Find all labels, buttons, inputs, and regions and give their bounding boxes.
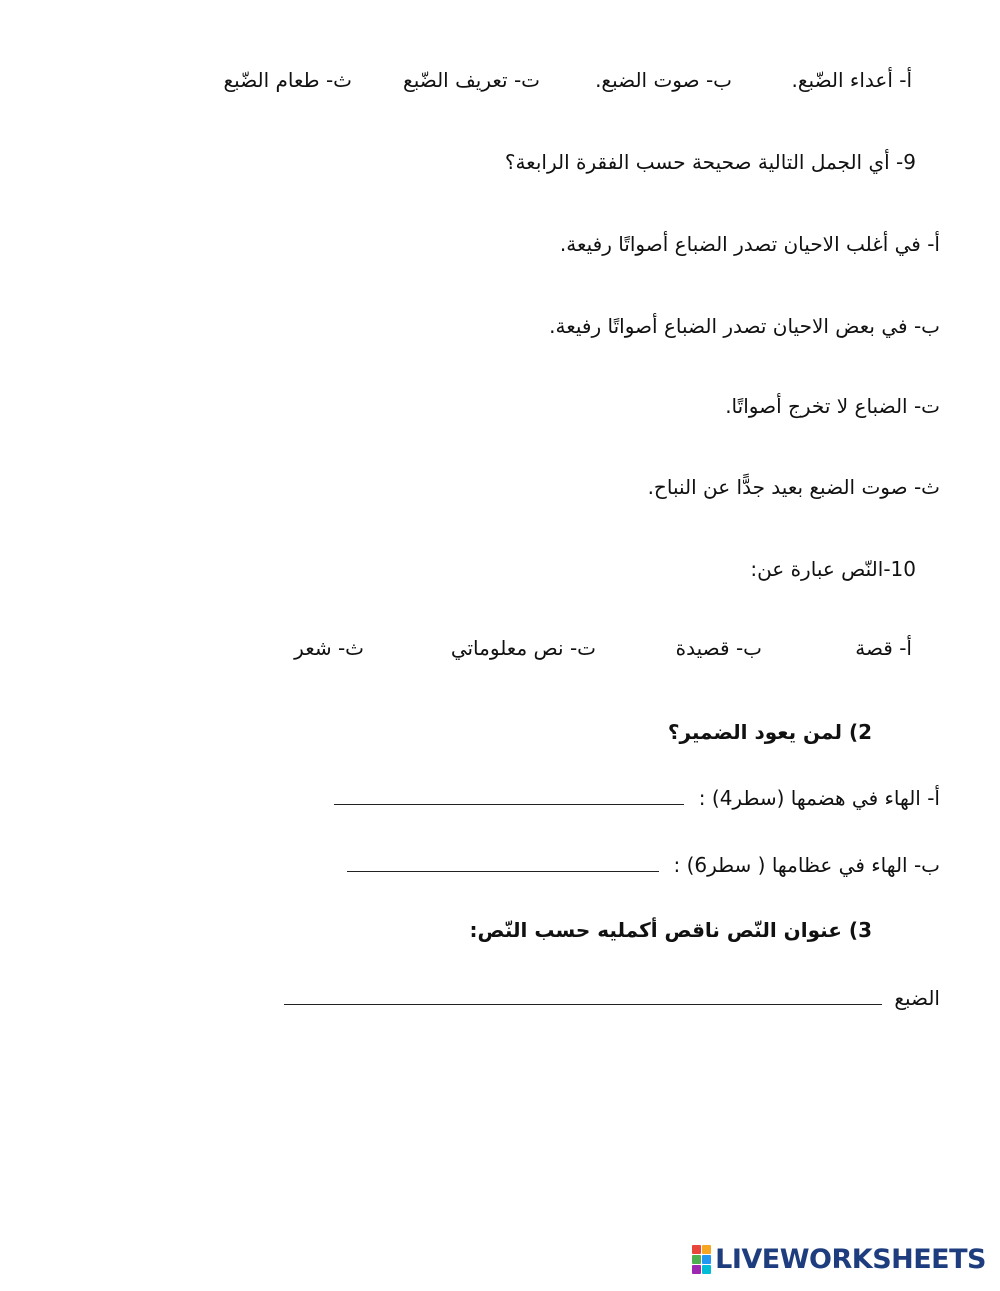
q10-option-c: ت- نص معلوماتي [450,636,596,660]
logo-block [702,1245,711,1254]
section2-item-a-label: أ- الهاء في هضمها (سطر4) : [698,786,940,810]
section2-title: 2) لمن يعود الضمير؟ [667,720,872,744]
section2-answer-a-field[interactable] [334,786,684,805]
q9-option-a: أ- في أغلب الاحيان تصدر الضباع أصواتًا رفيعة. [559,232,940,256]
section2-item-b-label: ب- الهاء في عظامها ( سطر6) : [673,853,940,877]
logo-blocks-icon [692,1245,711,1274]
logo-block [702,1265,711,1274]
section3-title-answer-field[interactable] [284,986,882,1005]
q10-option-d: ث- شعر [294,636,364,660]
logo-block [692,1245,701,1254]
q10-option-b: ب- قصيدة [675,636,762,660]
section3-title: 3) عنوان النّص ناقص أكمليه حسب النّص: [469,918,872,942]
q9-option-d: ث- صوت الضبع بعيد جدًّا عن النباح. [647,475,940,499]
brand-name: LIVEWORKSHEETS [715,1243,986,1275]
section2-answer-b-field[interactable] [347,853,659,872]
q9-option-b: ب- في بعض الاحيان تصدر الضباع أصواتًا رفيعة. [549,314,940,338]
q8-option-a: أ- أعداء الضّبع. [791,68,912,92]
q9-option-c: ت- الضباع لا تخرج أصواتًا. [725,394,940,418]
q10-question: 10-النّص عبارة عن: [750,557,916,581]
q9-question: 9- أي الجمل التالية صحيحة حسب الفقرة الرابعة؟ [504,150,916,174]
q8-option-b: ب- صوت الضبع. [595,68,732,92]
section2-item-b [347,851,940,879]
q8-option-c: ت- تعريف الضّبع [403,68,540,92]
section3-prefix: الضبع [894,986,940,1010]
liveworksheets-logo [692,1243,986,1275]
logo-block [702,1255,711,1264]
q10-option-a: أ- قصة [855,636,912,660]
section2-item-a [334,784,940,812]
section3-title-line [284,984,940,1012]
logo-block [692,1255,701,1264]
logo-block [692,1265,701,1274]
q8-option-d: ث- طعام الضّبع [223,68,352,92]
